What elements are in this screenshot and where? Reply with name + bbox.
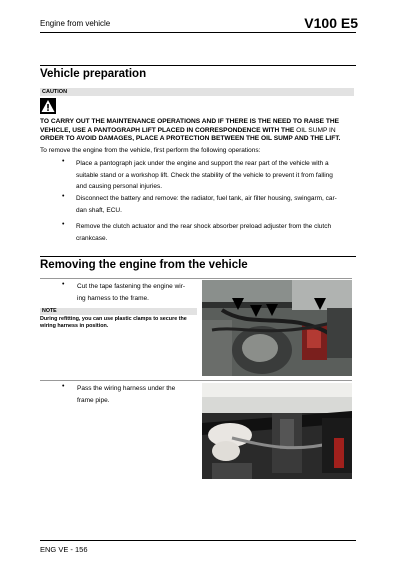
footer-divider	[40, 540, 356, 541]
section-title-removing-engine: Removing the engine from the vehicle	[40, 259, 248, 271]
step-2-text: Pass the wiring harness under the frame pipe.	[77, 385, 176, 404]
header-section-title: Engine from vehicle	[40, 19, 111, 28]
caution-label: CAUTION	[42, 89, 68, 95]
step-divider	[40, 278, 352, 279]
caution-bar	[40, 88, 354, 96]
step-divider	[40, 380, 352, 381]
header-divider	[40, 32, 356, 33]
note-bar	[40, 308, 197, 315]
bullet-item: Disconnect the battery and remove: the radiator, fuel tank, air filter housing, swingarm, car- dan shaft, ECU.	[76, 195, 337, 214]
header-model: V100 E5	[304, 15, 358, 31]
bullet-dot: •	[62, 221, 65, 228]
engine-wiring-photo	[202, 280, 352, 376]
note-label: NOTE	[42, 308, 57, 314]
caution-text: TO CARRY OUT THE MAINTENANCE OPERATIONS AND IF THERE IS THE NEED TO RAISE THE VEHICLE, USE A PANTOGRAPH LIFT PLACED IN CORRESPONDENCE WITH THE OIL SUMP IN ORDER TO AVOID DAMAGES, PLACE A PROTECTION BETWEEN THE OIL SUMP AND THE LIFT.	[40, 118, 341, 143]
bullet-item: Place a pantograph jack under the engine and support the rear part of the vehicle with a suitable stand or a workshop lift. Check the stability of the vehicle to prevent it from falling and causing personal injuries.	[76, 160, 333, 191]
bullet-dot: •	[62, 281, 65, 288]
note-text: During refitting, you can use plastic clamps to secure the wiring harness in position.	[40, 316, 187, 330]
section-divider	[40, 65, 356, 66]
bullet-dot: •	[62, 193, 65, 200]
wiring-harness-photo	[202, 383, 352, 479]
section-title-vehicle-preparation: Vehicle preparation	[40, 68, 147, 80]
bullet-dot: •	[62, 158, 65, 165]
bullet-dot: •	[62, 383, 65, 390]
section-divider	[40, 256, 356, 257]
page-number: ENG VE - 156	[40, 545, 88, 554]
bullet-item: Remove the clutch actuator and the rear shock absorber preload adjuster from the clutch crankcase.	[76, 223, 332, 242]
intro-text: To remove the engine from the vehicle, first perform the following operations:	[40, 147, 261, 154]
warning-icon	[40, 98, 56, 114]
step-1-text: Cut the tape fastening the engine wir- ing harness to the frame.	[77, 283, 186, 302]
